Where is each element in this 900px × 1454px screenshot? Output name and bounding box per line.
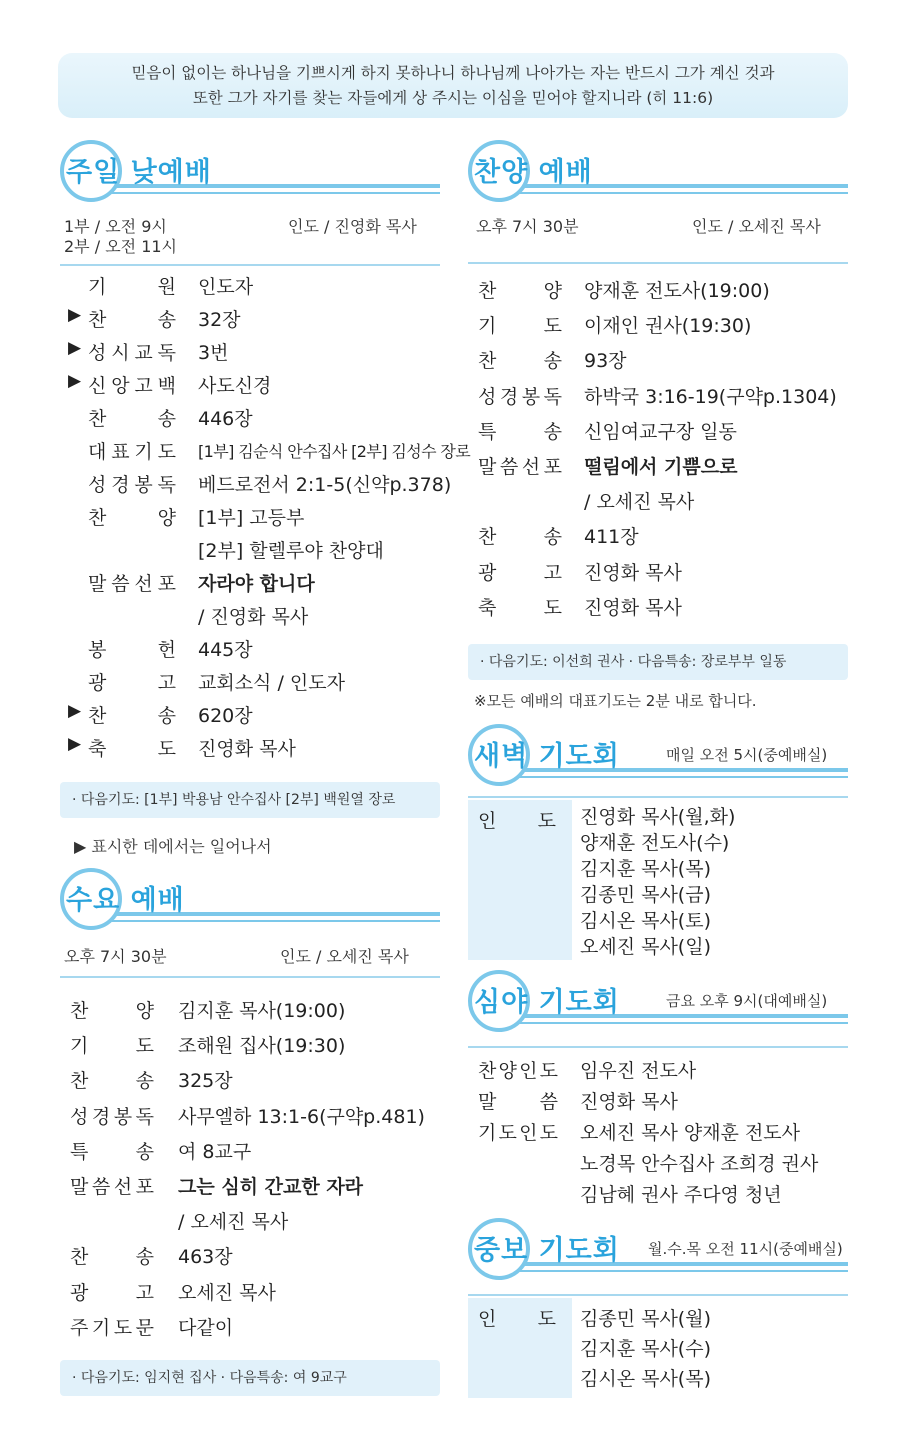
program-value: 베드로전서 2:1-5(신약p.378) [198, 474, 452, 496]
program-label-char: 포 [157, 573, 176, 595]
program-value: 사도신경 [198, 375, 272, 397]
program-label-char: 기 [70, 1035, 89, 1058]
sunday-time-2: 2부 / 오전 11시 [64, 237, 178, 256]
program-value: 진영화 목사 [584, 561, 682, 584]
program-label [88, 305, 176, 332]
program-row [60, 470, 460, 503]
program-label [88, 404, 176, 431]
wednesday-leader: 인도 / 오세진 목사 [280, 947, 409, 966]
program-label [478, 452, 562, 479]
program-label-char: 선 [134, 573, 153, 595]
program-label-char: 도 [113, 1316, 133, 1339]
intercession-leader-item: 김시온 목사(목) [580, 1368, 711, 1390]
program-label-char: 대 [88, 441, 107, 463]
program-label-char: 성 [88, 342, 107, 364]
intercession-label-char: 인 [478, 1308, 497, 1330]
program-label [478, 1056, 558, 1083]
program-label [70, 1313, 154, 1340]
program-label [478, 558, 562, 585]
sunday-leader: 인도 / 진영화 목사 [288, 217, 417, 236]
standing-marker-icon: ▶ [68, 338, 82, 358]
program-value: [2부] 할렐루야 찬양대 [198, 540, 384, 562]
intercession-leader-item: 김종민 목사(월) [580, 1308, 711, 1330]
program-label [88, 635, 176, 662]
program-row [60, 569, 460, 602]
program-row [60, 404, 460, 437]
program-value: 여 8교구 [178, 1140, 252, 1163]
program-label-char: 송 [543, 350, 562, 373]
program-row [468, 1180, 868, 1211]
program-label [88, 371, 176, 398]
intercession-leader-item: 김지훈 목사(수) [580, 1338, 711, 1360]
program-value: / 진영화 목사 [198, 606, 309, 628]
dawn-label-char: 도 [537, 810, 556, 832]
program-label [70, 1137, 154, 1164]
program-label-char: 앙 [111, 375, 130, 397]
program-label-char: 봉 [134, 474, 153, 496]
program-label-char: 봉 [113, 1105, 133, 1128]
program-value: 다같이 [178, 1316, 234, 1339]
dawn-leader-item: 양재훈 전도사(수) [580, 832, 730, 854]
program-label-char: 송 [135, 1070, 154, 1093]
program-label-char: 봉 [521, 385, 541, 408]
standing-marker-icon: ▶ [68, 734, 82, 754]
verse-line-1: 믿음이 없이는 하나님을 기쁘시게 하지 못하나니 하나님께 나아가는 자는 반드시 그가 계신 것과 [131, 64, 775, 82]
program-label-char: 특 [70, 1140, 89, 1163]
program-label-char: 성 [88, 474, 107, 496]
sunday-next-prayer-note: · 다음기도: [1부] 박용남 안수집사 [2부] 백원열 장로 [60, 782, 440, 818]
program-label-char: 말 [88, 573, 107, 595]
program-label-char: 독 [157, 342, 176, 364]
verse-banner [58, 53, 848, 118]
program-value: 3번 [198, 342, 229, 364]
program-label [478, 382, 562, 409]
program-row [60, 1207, 460, 1242]
intercession-schedule: 월.수.목 오전 11시(중예배실) [648, 1240, 843, 1258]
program-label-char: 축 [478, 596, 497, 619]
program-label-char: 포 [543, 456, 562, 478]
program-label [88, 668, 176, 695]
program-label [88, 701, 176, 728]
wednesday-time: 오후 7시 30분 [64, 947, 167, 966]
program-label [478, 593, 562, 620]
program-label [478, 522, 562, 549]
program-label-char: 선 [521, 456, 541, 478]
program-label-char: 고 [543, 561, 562, 584]
program-label-char: 양 [135, 1000, 154, 1022]
program-label [88, 338, 176, 365]
program-value: 자라야 합니다 [198, 573, 315, 595]
program-row [60, 701, 460, 734]
dawn-label [478, 806, 556, 833]
dawn-label-cell [468, 800, 572, 960]
program-row [468, 276, 868, 311]
program-row [468, 522, 868, 557]
program-label [478, 1087, 558, 1114]
program-row [60, 437, 471, 470]
praise-leader: 인도 / 오세진 목사 [692, 217, 821, 236]
prayer-remark: ※모든 예배의 대표기도는 2분 내로 합니다. [474, 692, 757, 710]
program-label-char: 기 [478, 315, 497, 338]
intercession-heading [468, 1218, 848, 1280]
program-label [88, 272, 176, 299]
program-row [468, 1056, 868, 1087]
program-value: / 오세진 목사 [178, 1211, 289, 1234]
program-label-char: 고 [157, 672, 176, 694]
program-value: 김남혜 권사 주다영 청년 [580, 1184, 782, 1206]
program-label-char: 말 [478, 456, 497, 478]
praise-time: 오후 7시 30분 [476, 217, 579, 236]
program-value: 임우진 전도사 [580, 1060, 697, 1082]
program-label-char: 광 [478, 561, 497, 584]
program-label-char: 송 [135, 1246, 154, 1269]
program-value: 93장 [584, 350, 627, 373]
dawn-schedule: 매일 오전 5시(중예배실) [666, 746, 828, 764]
program-row [60, 338, 460, 371]
program-label-char: 송 [157, 408, 176, 430]
program-label-char: 성 [478, 385, 497, 408]
program-label-char: 도 [498, 1122, 517, 1144]
program-label-char: 송 [543, 526, 562, 549]
dawn-heading [468, 724, 848, 786]
program-row [60, 1031, 460, 1066]
standing-marker-icon: ▶ [68, 701, 82, 721]
program-row [60, 1172, 460, 1207]
program-value: 떨림에서 기쁨으로 [584, 456, 738, 478]
program-label [478, 276, 562, 303]
dawn-leader-item: 김지훈 목사(목) [580, 858, 711, 880]
program-label [88, 503, 176, 530]
program-label [478, 311, 562, 338]
intercession-leaders [580, 1304, 711, 1394]
program-label-char: 문 [135, 1316, 154, 1339]
dawn-leaders [580, 804, 735, 960]
intercession-label [478, 1304, 556, 1331]
program-row [468, 346, 868, 381]
program-row [60, 668, 460, 701]
program-label-char: 원 [157, 276, 176, 298]
program-label-char: 기 [91, 1316, 111, 1339]
program-row [60, 1137, 460, 1172]
program-label-char: 도 [539, 1060, 558, 1082]
night-schedule: 금요 오후 9시(대예배실) [666, 992, 828, 1010]
program-label-char: 말 [478, 1091, 497, 1113]
program-label-char: 축 [88, 738, 107, 760]
dawn-label-char: 인 [478, 810, 497, 832]
program-label-char: 성 [70, 1105, 89, 1128]
program-label-char: 찬 [88, 408, 107, 430]
section-title: 수요 예배 [66, 885, 185, 916]
program-label-char: 양 [543, 280, 562, 302]
program-row [468, 593, 868, 628]
program-label [478, 417, 562, 444]
standing-note: ▶ 표시한 데에서는 일어나서 [74, 837, 272, 856]
program-label-char: 찬 [478, 280, 497, 302]
program-label-char: 헌 [157, 639, 176, 661]
program-label-char: 교 [134, 342, 153, 364]
night-program [468, 1050, 868, 1206]
program-label-char: 씀 [111, 573, 130, 595]
sunday-heading [60, 140, 440, 202]
program-label [70, 1242, 154, 1269]
program-row [468, 1149, 868, 1180]
program-label-char: 도 [543, 596, 562, 619]
program-row [60, 996, 460, 1031]
program-value: 진영화 목사 [198, 738, 296, 760]
program-value: 446장 [198, 408, 253, 430]
program-label-char: 기 [88, 276, 107, 298]
program-value: 오세진 목사 양재훈 전도사 [580, 1122, 801, 1144]
program-label-char: 광 [70, 1281, 89, 1304]
program-value: 그는 심히 간교한 자라 [178, 1176, 364, 1198]
program-row [60, 1313, 460, 1348]
program-value: 양재훈 전도사(19:00) [584, 280, 770, 302]
program-label-char: 도 [543, 315, 562, 338]
program-label-char: 특 [478, 420, 497, 443]
program-label-char: 송 [157, 705, 176, 727]
section-title: 심야 기도회 [474, 987, 620, 1018]
program-value: 교회소식 / 인도자 [198, 672, 345, 694]
program-label-char: 찬 [70, 1070, 89, 1093]
program-row [60, 503, 460, 536]
program-label-char: 기 [478, 1122, 497, 1144]
praise-program [468, 268, 868, 624]
program-label-char: 찬 [88, 309, 107, 331]
intercession-label-char: 도 [537, 1308, 556, 1330]
program-label-char: 독 [543, 385, 562, 408]
section-title: 주일 낮예배 [66, 157, 212, 188]
program-label-char: 씀 [91, 1176, 111, 1198]
program-value: [1부] 고등부 [198, 507, 305, 529]
section-title: 새벽 기도회 [474, 741, 620, 772]
praise-heading [468, 140, 848, 202]
program-row [60, 272, 460, 305]
program-row [60, 1066, 460, 1101]
program-value: [1부] 김순식 안수집사 [2부] 김성수 장로 [198, 442, 471, 461]
program-label-char: 시 [111, 342, 130, 364]
program-row [60, 1278, 460, 1313]
program-label [70, 996, 154, 1023]
program-value: 사무엘하 13:1-6(구약p.481) [178, 1105, 425, 1128]
verse-line-2: 또한 그가 자기를 찾는 자들에게 상 주시는 이심을 믿어야 할지니라 (히 11:6) [192, 89, 714, 107]
program-label-char: 광 [88, 672, 107, 694]
program-label-char: 찬 [478, 526, 497, 549]
program-value: 325장 [178, 1070, 233, 1093]
program-label-char: 송 [157, 309, 176, 331]
section-title: 찬양 예배 [474, 157, 593, 188]
program-label [88, 734, 176, 761]
program-label-char: 인 [519, 1060, 538, 1082]
sunday-program [60, 266, 471, 766]
program-label [70, 1172, 154, 1199]
program-row [468, 417, 868, 452]
program-label-char: 찬 [70, 1246, 89, 1269]
program-value: 진영화 목사 [584, 596, 682, 619]
program-label-char: 경 [111, 474, 130, 496]
program-row [468, 487, 868, 522]
night-heading [468, 970, 848, 1032]
program-label [70, 1031, 154, 1058]
program-label-char: 표 [111, 441, 130, 463]
program-label-char: 주 [70, 1316, 89, 1339]
program-label [478, 346, 562, 373]
program-label-char: 고 [134, 375, 153, 397]
wednesday-program [60, 990, 460, 1348]
program-label [478, 1118, 558, 1145]
program-row [60, 371, 460, 404]
program-row [468, 558, 868, 593]
standing-marker-icon: ▶ [68, 371, 82, 391]
dawn-leader-item: 진영화 목사(월,화) [580, 806, 736, 828]
program-label-char: 독 [157, 474, 176, 496]
program-label-char: 기 [134, 441, 153, 463]
program-label-char: 봉 [88, 639, 107, 661]
program-value: 하박국 3:16-19(구약p.1304) [584, 385, 837, 408]
program-label-char: 찬 [478, 350, 497, 373]
program-row [60, 1242, 460, 1277]
program-label-char: 찬 [88, 507, 107, 529]
program-label-char: 백 [157, 375, 176, 397]
program-row [468, 1087, 868, 1118]
dawn-leader-item: 김종민 목사(금) [580, 884, 711, 906]
program-label-char: 도 [157, 738, 176, 760]
program-label [70, 1102, 154, 1129]
program-label-char: 경 [499, 385, 519, 408]
program-value: 인도자 [198, 276, 254, 298]
dawn-leader-item: 오세진 목사(일) [580, 936, 711, 958]
program-value: 463장 [178, 1246, 233, 1269]
program-label [88, 437, 176, 464]
program-row [60, 734, 460, 767]
program-label-char: 송 [543, 420, 562, 443]
program-label-char: 양 [157, 507, 176, 529]
program-row [60, 602, 460, 635]
program-value: 이재인 권사(19:30) [584, 315, 752, 338]
program-row [60, 536, 460, 569]
program-label-char: 인 [519, 1122, 538, 1144]
program-label-char: 씀 [539, 1091, 558, 1113]
program-label-char: 선 [113, 1176, 133, 1198]
program-row [468, 311, 868, 346]
program-label-char: 경 [91, 1105, 111, 1128]
program-label-char: 도 [157, 441, 176, 463]
program-row [468, 382, 868, 417]
program-label-char: 도 [135, 1035, 154, 1058]
standing-marker-icon: ▶ [68, 305, 82, 325]
program-label-char: 도 [539, 1122, 558, 1144]
intercession-label-cell [468, 1298, 572, 1398]
program-label [88, 470, 176, 497]
program-row [468, 1118, 868, 1149]
program-label-char: 찬 [478, 1060, 497, 1082]
dawn-leader-item: 김시온 목사(토) [580, 910, 711, 932]
program-label-char: 말 [70, 1176, 89, 1198]
program-label-char: 양 [498, 1060, 517, 1082]
program-value: 조해원 집사(19:30) [178, 1035, 346, 1058]
program-label-char: 독 [135, 1105, 154, 1128]
section-title: 중보 기도회 [474, 1235, 620, 1266]
program-label-char: 송 [135, 1140, 154, 1163]
program-label [70, 1278, 154, 1305]
program-label [88, 569, 176, 596]
program-value: 32장 [198, 309, 241, 331]
wednesday-next-prayer-note: · 다음기도: 임지현 집사 · 다음특송: 여 9교구 [60, 1360, 440, 1396]
program-value: 노경목 안수집사 조희경 권사 [580, 1153, 819, 1175]
program-row [468, 452, 868, 487]
program-label-char: 고 [135, 1281, 154, 1304]
program-value: 신임여교구장 일동 [584, 420, 737, 443]
program-value: 411장 [584, 526, 639, 549]
program-value: 김지훈 목사(19:00) [178, 1000, 346, 1022]
praise-next-prayer-note: · 다음기도: 이선희 권사 · 다음특송: 장로부부 일동 [468, 644, 848, 680]
program-label-char: 찬 [88, 705, 107, 727]
program-value: / 오세진 목사 [584, 491, 695, 514]
program-value: 오세진 목사 [178, 1281, 276, 1304]
program-label-char: 찬 [70, 1000, 89, 1022]
program-row [60, 305, 460, 338]
program-value: 620장 [198, 705, 253, 727]
wednesday-heading [60, 868, 440, 930]
program-label [70, 1066, 154, 1093]
program-row [60, 1102, 460, 1137]
program-value: 진영화 목사 [580, 1091, 678, 1113]
program-label-char: 신 [88, 375, 107, 397]
program-label-char: 포 [135, 1176, 154, 1198]
program-row [60, 635, 460, 668]
program-value: 445장 [198, 639, 253, 661]
sunday-time-1: 1부 / 오전 9시 [64, 217, 167, 236]
program-label-char: 씀 [499, 456, 519, 478]
